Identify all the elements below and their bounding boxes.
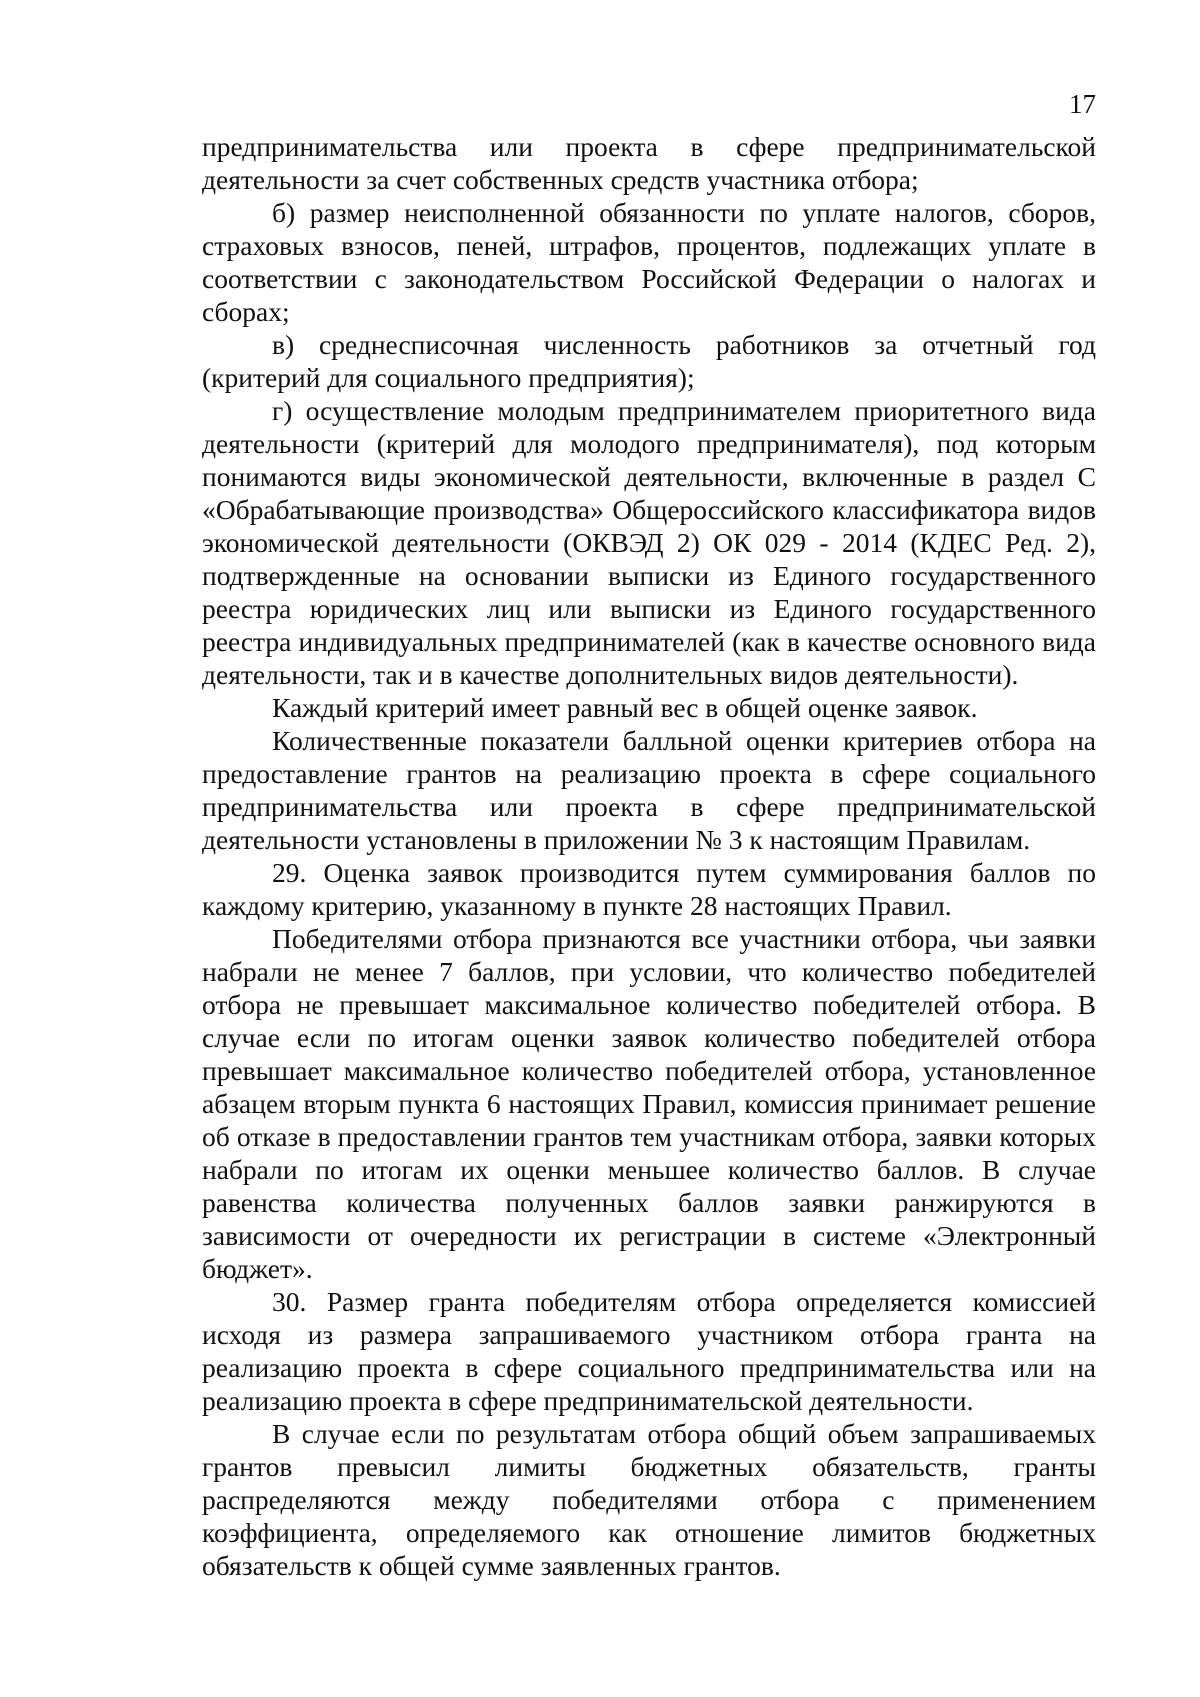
- paragraph-29: 29. Оценка заявок производится путем суммирования баллов по каждому критерию, указанному в пункте 28 настоящих Правил.: [202, 857, 1096, 921]
- paragraph-equal-weight: Каждый критерий имеет равный вес в общей оценке заявок.: [272, 692, 978, 723]
- page-number: 17: [1069, 89, 1096, 119]
- document-body: [202, 130, 1096, 1582]
- paragraph-winners: Победителями отбора признаются все участники отбора, чьи заявки набрали не менее 7 баллов, при условии, что количество победителей отбора не превышает максимальное количество победителей отбора. В случае если по итогам оценки заявок количество победителей отбора превышает максимальное количество победителей отбора, установленное абзацем вторым пункта 6 настоящих Правил, комиссия принимает решение об отказе в предоставлении грантов тем участникам отбора, заявки которых набрали по итогам их оценки меньшее количество баллов. В случае равенства количества полученных баллов заявки ранжируются в зависимости от очередности их регистрации в системе «Электронный бюджет».: [202, 923, 1096, 1284]
- paragraph-grant-distribution: В случае если по результатам отбора общий объем запрашиваемых грантов превысил лимиты бюджетных обязательств, гранты распределяются между победителями отбора с применением коэффициента, определяемого как отношение лимитов бюджетных обязательств к общей сумме заявленных грантов.: [202, 1418, 1096, 1581]
- paragraph-item-g: г) осуществление молодым предпринимателем приоритетного вида деятельности (критерий для молодого предпринимателя), под которым понимаются виды экономической деятельности, включенные в раздел С «Обрабатывающие производства» Общероссийского классификатора видов экономической деятельности (ОКВЭД 2) ОК 029 - 2014 (КДЕС Ред. 2), подтвержденные на основании выписки из Единого государственного реестра юридических лиц или выписки из Единого государственного реестра индивидуальных предпринимателей (как в качестве основного вида деятельности, так и в качестве дополнительных видов деятельности).: [202, 395, 1096, 690]
- paragraph-quantitative-indicators: Количественные показатели балльной оценки критериев отбора на предоставление грантов на реализацию проекта в сфере социального предпринимательства или проекта в сфере предпринимательской деятельности установлены в приложении № 3 к настоящим Правилам.: [202, 725, 1096, 855]
- paragraph-30: 30. Размер гранта победителям отбора определяется комиссией исходя из размера запрашиваемого участником отбора гранта на реализацию проекта в сфере социального предпринимательства или на реализацию проекта в сфере предпринимательской деятельности.: [202, 1286, 1096, 1416]
- paragraph-continuation: предпринимательства или проекта в сфере предпринимательской деятельности за счет собственных средств участника отбора;: [202, 131, 1096, 195]
- paragraph-item-b: б) размер неисполненной обязанности по уплате налогов, сборов, страховых взносов, пеней, штрафов, процентов, подлежащих уплате в соответствии с законодательством Российской Федерации о налогах и сборах;: [202, 197, 1096, 327]
- paragraph-item-v: в) среднесписочная численность работников за отчетный год (критерий для социального предприятия);: [202, 329, 1096, 393]
